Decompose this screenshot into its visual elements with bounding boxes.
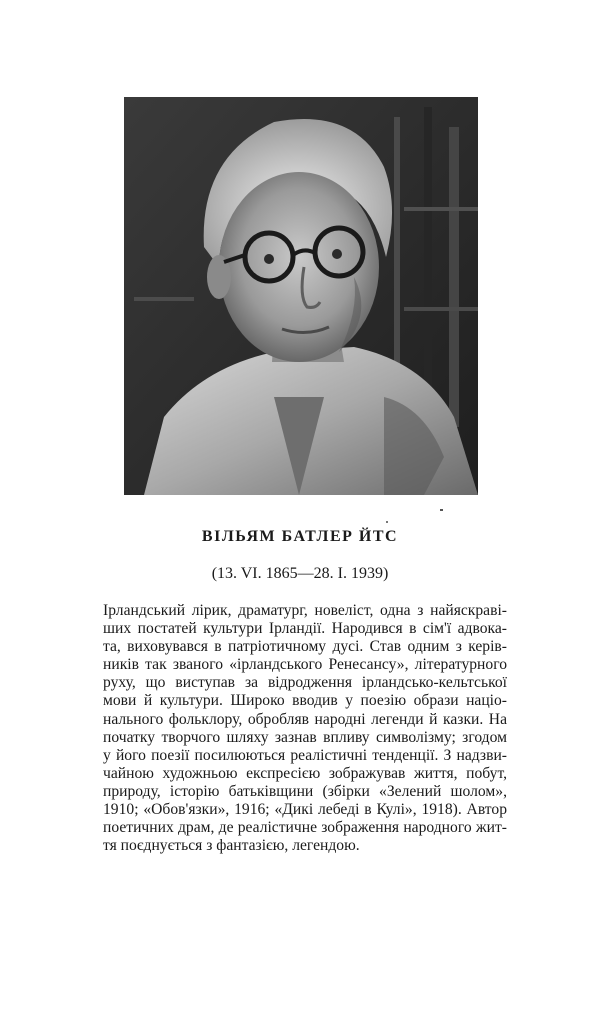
bio-line: та, виховувався в патріотичному дусі. Став одним з керів-	[103, 638, 507, 656]
bio-line: Ірландський лірик, драматург, новеліст, одна з найяскраві-	[103, 602, 507, 619]
author-name: ВІЛЬЯМ БАТЛЕР ЙТС	[201, 528, 399, 545]
biography-text	[103, 602, 507, 855]
bio-line: чайною художньою експресією зображував життя, побут,	[103, 764, 507, 782]
bio-line: у його поезії посилюються реалістичні тенденції. З надзви-	[103, 746, 507, 764]
bio-line: руху, що виступав за відродження ірландсько-кельтської	[103, 674, 507, 692]
author-dates: (13. VI. 1865—28. I. 1939)	[211, 565, 389, 582]
bio-line: ших постатей культури Ірландії. Народився в сім'ї адвока-	[103, 620, 507, 638]
bio-line: початку творчого шляху зазнав впливу символізму; згодом	[103, 728, 507, 746]
portrait-photo	[124, 97, 478, 495]
bio-line: поетичних драм, де реалістичне зображення народного жит-	[103, 819, 507, 837]
print-speck	[440, 509, 443, 511]
bio-line: природу, історію батьківщини (збірки «Зелений шолом»,	[103, 782, 507, 800]
print-speck	[386, 521, 388, 523]
bio-line: 1910; «Обов'язки», 1916; «Дикі лебеді в Кулі», 1918). Автор	[103, 801, 507, 819]
bio-line: нального фольклору, обробляв народні легенди й казки. На	[103, 710, 507, 728]
bio-line: мови й культури. Широко вводив у поезію образи націо-	[103, 692, 507, 710]
portrait-image	[124, 97, 478, 495]
bio-line: тя поєднується з фантазією, легендою.	[103, 837, 360, 855]
bio-line: ників так званого «ірландського Ренесансу», літературного	[103, 656, 507, 674]
